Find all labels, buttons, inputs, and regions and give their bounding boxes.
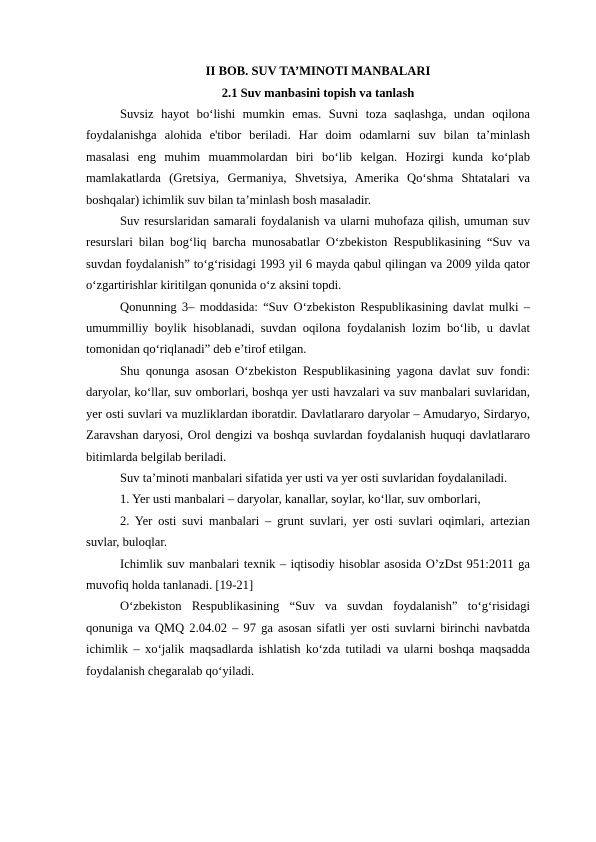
paragraph-groundwater-priority: O‘zbekiston Respublikasining “Suv va suvdan foydalanish” to‘g‘risidagi qonuniga va QMQ 2.04.02 – 97 ga asosan sifatli yer osti suvlarni birinchi navbatda ichimlik – xo‘jalik maqsadlarda ishlatish ko‘zda tutiladi va ularni boshqa maqsadda foydalanish chegaralab qo‘yiladi. [86,599,530,678]
paragraph-source-selection: Ichimlik suv manbalari texnik – iqtisodiy hisoblar asosida O’zDst 951:2011 ga muvofiq holda tanlanadi. [19-21] [86,556,530,592]
paragraph-intro: Suvsiz hayot bo‘lishi mumkin emas. Suvni toza saqlashga, undan oqilona foydalanishga alohida e'tibor beriladi. Har doim odamlarni suv bilan ta’minlash masalasi eng muhim muammolardan biri bo‘lib kelgan. Hozirgi kunda ko‘plab mamlakatlarda (Gretsiya, Germaniya, Shvetsiya, Amerika Qo‘shma Shtatalari va boshqalar) ichimlik suv bilan ta’minlash bosh masaladir. [86,107,530,207]
page-content [86,62,530,682]
paragraph-article-3: Qonunning 3– moddasida: “Suv O‘zbekiston Respublikasining davlat mulki – umummilliy boylik hisoblanadi, suvdan oqilona foydalanish lozim bo‘lib, u davlat tomonidan qo‘riqlanadi” deb e’tirof etilgan. [86,299,530,357]
paragraph-water-fund: Shu qonunga asosan O‘zbekiston Respublikasining yagona davlat suv fondi: daryolar, ko‘llar, suv omborlari, boshqa yer usti havzalari va suv manbalari suvlaridan, yer osti suvlari va muzliklardan iboratdir. Davlatlararo daryolar – Amudaryo, Sirdaryo, Zaravshan daryosi, Orol dengizi va boshqa suvlardan foydalanish huquqi davlatlararo bitimlarda belgilab beriladi. [86,363,530,464]
chapter-title: II BOB. SUV TA’MINOTI MANBALARI [205,64,431,78]
paragraph-supply-sources: Suv ta’minoti manbalari sifatida yer usti va yer osti suvlaridan foydalaniladi. [120,470,508,485]
section-title: 2.1 Suv manbasini topish va tanlash [221,86,415,100]
list-item-groundwater-sources: 2. Yer osti suvi manbalari – grunt suvlari, yer osti suvlari oqimlari, artezian suvlar, buloqlar. [86,513,530,550]
paragraph-water-resources-law: Suv resurslaridan samarali foydalanish va ularni muhofaza qilish, umuman suv resurslari bilan bog‘liq barcha munosabatlar O‘zbekiston Respublikasining “Suv va suvdan foydalanish” to‘g‘risidagi 1993 yil 6 mayda qabul qilingan va 2009 yilda qator o‘zgartirishlar kiritilgan qonunida o‘z aksini topdi. [86,214,530,293]
list-item-surface-sources: 1. Yer usti manbalari – daryolar, kanallar, soylar, ko‘llar, suv omborlari, [120,492,481,507]
